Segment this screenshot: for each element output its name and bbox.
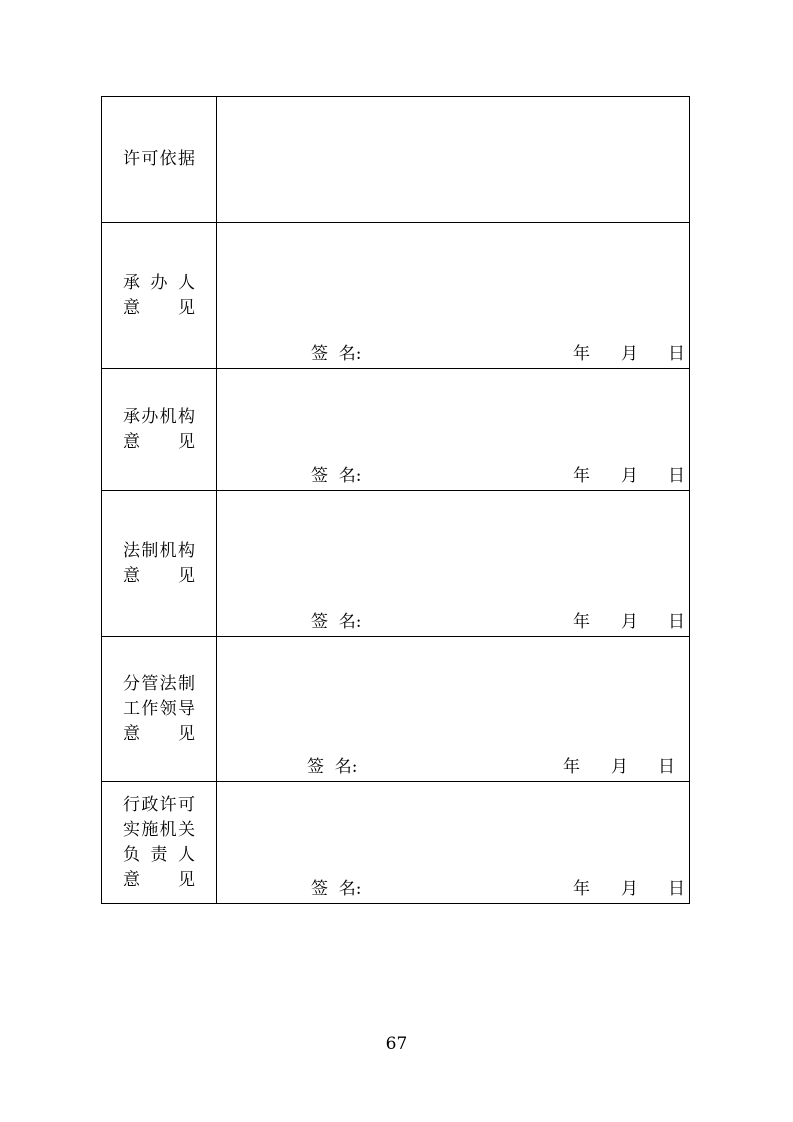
row-legal-agency-opinion	[102, 490, 689, 636]
label-line: 法制机构	[123, 540, 195, 561]
date-month-label: 月	[611, 757, 628, 777]
date-year-label: 年	[573, 879, 590, 899]
row-label	[102, 637, 217, 781]
date-year-label: 年	[563, 757, 580, 777]
label-line: 行政许可	[123, 794, 195, 815]
row-supervising-leader-opinion	[102, 636, 689, 781]
row-label	[102, 97, 217, 222]
signature-row	[217, 342, 689, 366]
row-implementing-authority-opinion	[102, 781, 689, 903]
label-line: 意 见	[123, 297, 195, 318]
label-line: 意 见	[123, 565, 195, 586]
date-year-label: 年	[573, 344, 590, 364]
label-line: 分管法制	[123, 673, 195, 694]
row-handling-agency-opinion	[102, 368, 689, 490]
row-handler-opinion	[102, 222, 689, 368]
label-line: 意 见	[123, 431, 195, 452]
label-line: 实施机关	[123, 819, 195, 840]
date-day-label: 日	[668, 466, 685, 486]
opinion-field[interactable]	[217, 782, 689, 903]
label-line: 许可依据	[123, 149, 195, 169]
date-year-label: 年	[573, 466, 590, 486]
signature-label: 签 名:	[311, 344, 362, 364]
date-day-label: 日	[658, 757, 675, 777]
row-label	[102, 782, 217, 903]
date-day-label: 日	[668, 612, 685, 632]
page-number: 67	[385, 1034, 408, 1054]
label-line: 工作领导	[123, 698, 195, 719]
date-month-label: 月	[621, 466, 638, 486]
row-label	[102, 369, 217, 490]
legal-basis-field[interactable]	[217, 97, 689, 222]
label-line: 意 见	[123, 723, 195, 744]
signature-row	[217, 464, 689, 488]
approval-form-table	[101, 96, 690, 904]
date-day-label: 日	[668, 879, 685, 899]
date-day-label: 日	[668, 344, 685, 364]
row-label	[102, 223, 217, 368]
signature-row	[217, 610, 689, 634]
date-month-label: 月	[621, 879, 638, 899]
row-label	[102, 491, 217, 636]
signature-row	[217, 877, 689, 901]
signature-label: 签 名:	[311, 612, 362, 632]
label-line: 承 办 人	[123, 272, 195, 293]
label-line: 负 责 人	[123, 844, 195, 865]
opinion-field[interactable]	[217, 223, 689, 368]
signature-label: 签 名:	[311, 466, 362, 486]
opinion-field[interactable]	[217, 637, 689, 781]
signature-row	[217, 755, 689, 779]
row-legal-basis	[102, 97, 689, 222]
opinion-field[interactable]	[217, 491, 689, 636]
date-month-label: 月	[621, 344, 638, 364]
date-month-label: 月	[621, 612, 638, 632]
signature-label: 签 名:	[307, 757, 358, 777]
signature-label: 签 名:	[311, 879, 362, 899]
date-year-label: 年	[573, 612, 590, 632]
opinion-field[interactable]	[217, 369, 689, 490]
label-line: 意 见	[123, 869, 195, 890]
label-line: 承办机构	[123, 406, 195, 427]
